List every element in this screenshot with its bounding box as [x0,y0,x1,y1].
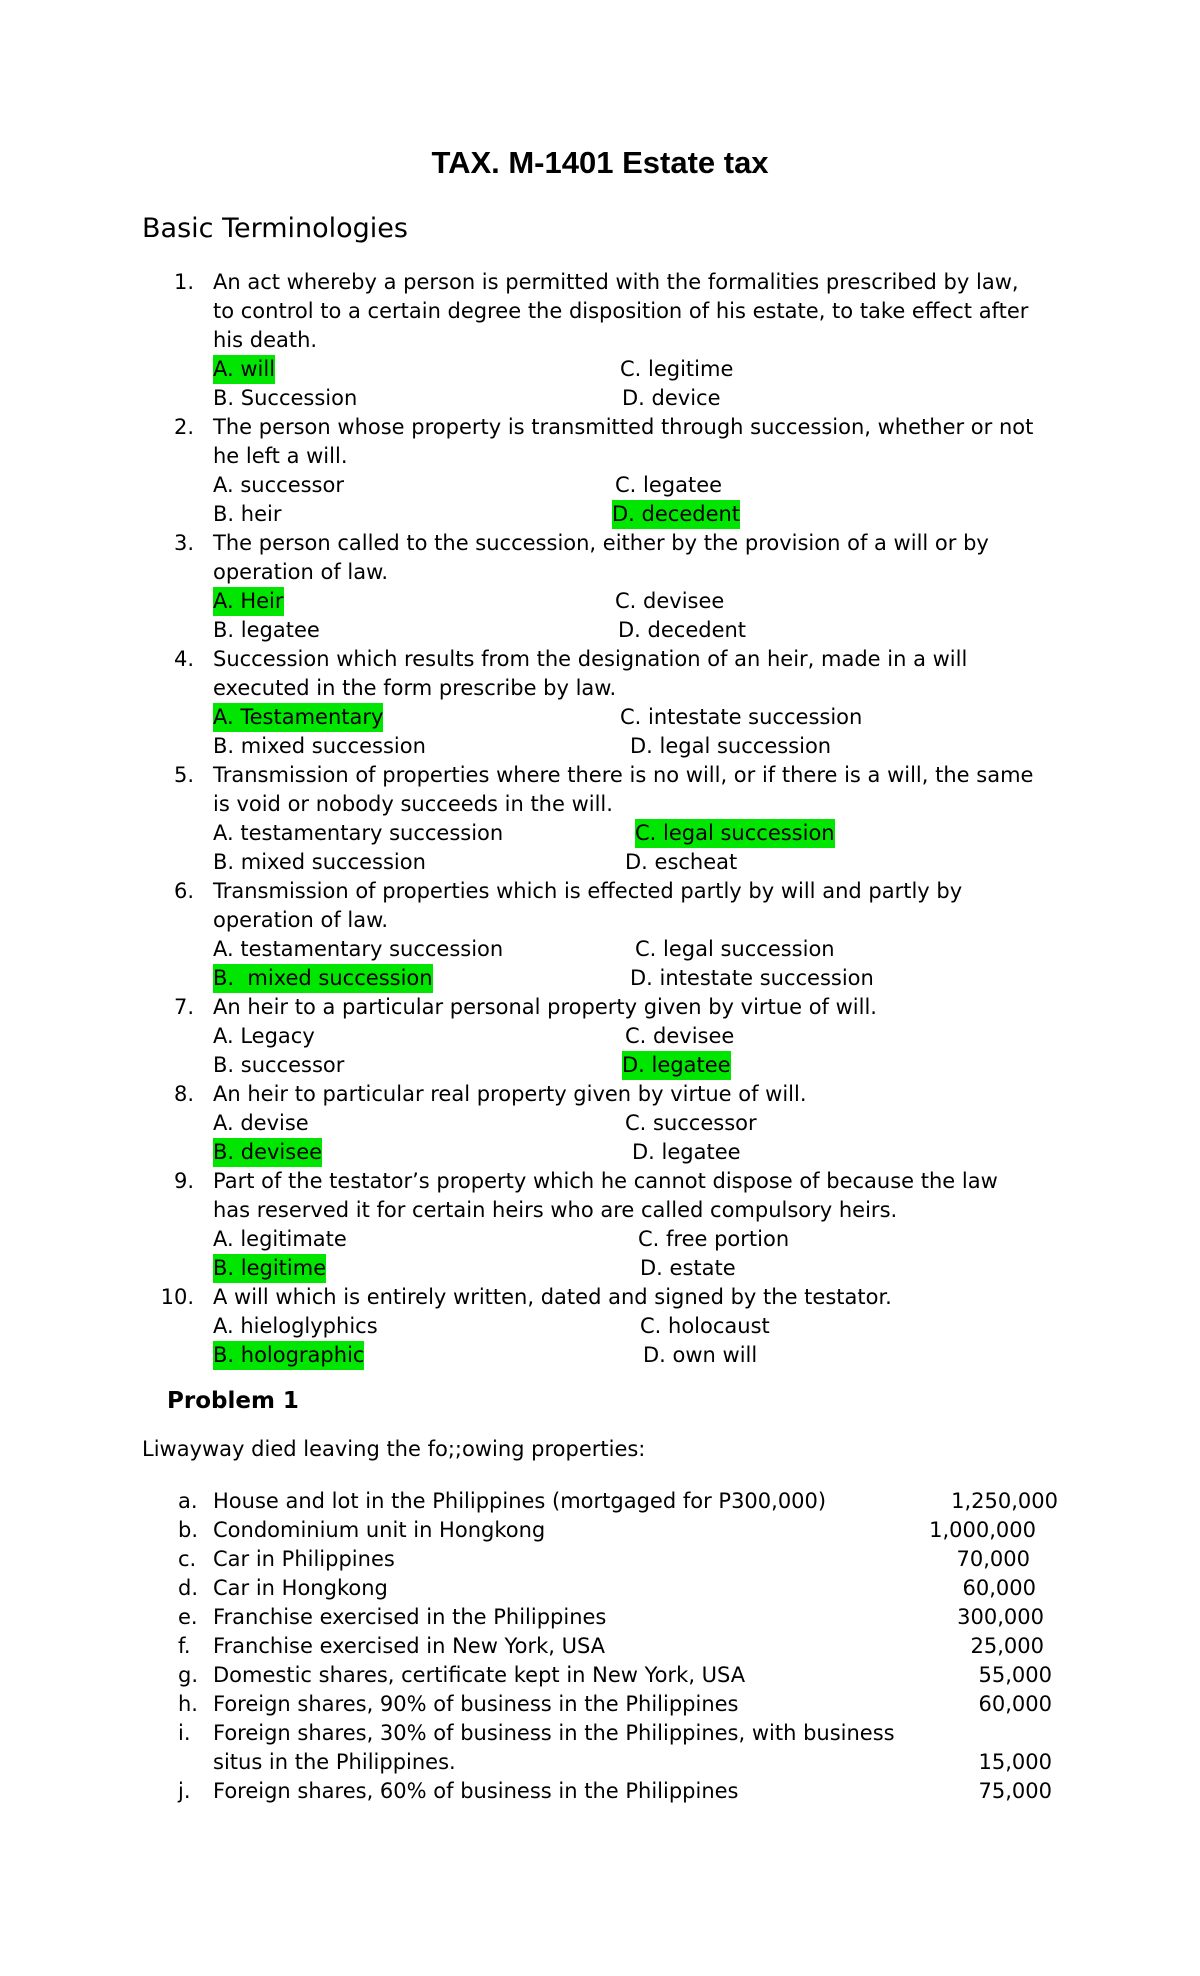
option-row [0,500,1200,529]
property-label: a. [178,1489,198,1513]
answer-option: D. own will [643,1343,758,1367]
property-value: 70,000 [956,1547,1030,1571]
option-row [0,848,1200,877]
property-item [0,1690,1200,1719]
answer-option: A. Heir [213,587,284,616]
question-text: Part of the testator’s property which he cannot dispose of because the law [213,1169,998,1193]
option-row [0,1109,1200,1138]
section-heading: Basic Terminologies [142,213,408,244]
question-text: operation of law. [213,560,389,584]
option-row [0,616,1200,645]
answer-option: B. mixed succession [213,734,426,758]
option-row [0,964,1200,993]
answer-option: C. holocaust [640,1314,770,1338]
answer-option: A. devise [213,1111,309,1135]
answer-option: A. Legacy [213,1024,315,1048]
option-row [0,1341,1200,1370]
answer-option: D. decedent [618,618,747,642]
question-text: he left a will. [213,444,348,468]
property-value: 300,000 [957,1605,1044,1629]
option-row [0,732,1200,761]
answer-option: B. legatee [213,618,320,642]
answer-option: C. legatee [615,473,723,497]
property-item [0,1487,1200,1516]
property-description: Foreign shares, 30% of business in the Philippines, with business [213,1721,895,1745]
option-row [0,355,1200,384]
property-item [0,1545,1200,1574]
answer-option: D. legatee [632,1140,741,1164]
answer-option: C. free portion [638,1227,790,1251]
property-label: d. [178,1576,199,1600]
property-description: Franchise exercised in the Philippines [213,1605,607,1629]
property-value: 1,000,000 [929,1518,1036,1542]
option-row [0,1022,1200,1051]
question-item [0,645,1200,761]
document-title: TAX. M-1401 Estate tax [431,145,769,180]
option-row [0,703,1200,732]
property-label: f. [178,1634,191,1658]
property-description: Car in Philippines [213,1547,395,1571]
question-item [0,761,1200,877]
answer-option: C. intestate succession [620,705,863,729]
question-text: to control to a certain degree the disposition of his estate, to take effect after [213,299,1029,323]
question-item [0,1167,1200,1283]
property-label: h. [178,1692,198,1716]
answer-option: D. legatee [622,1051,731,1080]
problem-intro: Liwayway died leaving the fo;;owing properties: [142,1437,646,1461]
property-value: 60,000 [978,1692,1052,1716]
problem-title: Problem 1 [167,1388,299,1414]
option-row [0,1312,1200,1341]
question-number: 2. [173,415,194,439]
answer-option: A. will [213,355,275,384]
property-list [0,1487,1200,1806]
question-item [0,993,1200,1080]
property-value: 75,000 [978,1779,1052,1803]
answer-option: B. devisee [213,1138,322,1167]
question-text: A will which is entirely written, dated and signed by the testator. [213,1285,892,1309]
answer-option: B. holographic [213,1341,364,1370]
question-item [0,268,1200,413]
answer-option: D. estate [640,1256,736,1280]
answer-option: B. legitime [213,1254,326,1283]
answer-option: C. devisee [625,1024,735,1048]
answer-option: C. devisee [615,589,725,613]
answer-option: B. successor [213,1053,345,1077]
property-description: Franchise exercised in New York, USA [213,1634,606,1658]
property-label: i. [178,1721,191,1745]
question-item [0,529,1200,645]
property-label: j. [178,1779,191,1803]
property-label: c. [178,1547,197,1571]
property-description: Foreign shares, 60% of business in the Philippines [213,1779,739,1803]
answer-option: D. decedent [612,500,740,529]
question-text: Transmission of properties where there is no will, or if there is a will, the same [213,763,1034,787]
answer-option: C. legal succession [635,937,835,961]
option-row [0,1254,1200,1283]
answer-option: D. escheat [625,850,738,874]
question-item [0,1080,1200,1167]
question-number: 7. [173,995,194,1019]
question-item [0,877,1200,993]
property-value: 1,250,000 [951,1489,1058,1513]
question-item [0,1283,1200,1370]
answer-option: A. testamentary succession [213,937,504,961]
answer-option: A. successor [213,473,344,497]
question-number: 6. [173,879,194,903]
question-number: 1. [173,270,194,294]
question-number: 5. [173,763,194,787]
question-text: Succession which results from the designation of an heir, made in a will [213,647,968,671]
option-row [0,384,1200,413]
option-row [0,1225,1200,1254]
question-text: his death. [213,328,318,352]
question-text: operation of law. [213,908,389,932]
question-item [0,413,1200,529]
answer-option: D. device [622,386,721,410]
answer-option: C. legal succession [635,819,835,848]
answer-option: D. legal succession [630,734,832,758]
property-description: Foreign shares, 90% of business in the Philippines [213,1692,739,1716]
answer-option: A. legitimate [213,1227,347,1251]
question-list [0,268,1200,1370]
property-value: 60,000 [962,1576,1036,1600]
property-description: House and lot in the Philippines (mortgaged for P300,000) [213,1489,827,1513]
answer-option: A. testamentary succession [213,821,504,845]
property-item [0,1748,1200,1777]
question-text: An act whereby a person is permitted with the formalities prescribed by law, [213,270,1019,294]
answer-option: C. successor [625,1111,757,1135]
question-text: Transmission of properties which is effected partly by will and partly by [213,879,963,903]
option-row [0,819,1200,848]
property-label: b. [178,1518,199,1542]
question-number: 3. [173,531,194,555]
question-text: has reserved it for certain heirs who are called compulsory heirs. [213,1198,898,1222]
answer-option: C. legitime [620,357,734,381]
question-number: 4. [173,647,194,671]
property-item [0,1516,1200,1545]
question-text: The person called to the succession, either by the provision of a will or by [213,531,989,555]
property-label: e. [178,1605,198,1629]
property-item [0,1574,1200,1603]
property-value: 25,000 [970,1634,1044,1658]
option-row [0,587,1200,616]
option-row [0,1051,1200,1080]
property-description: Car in Hongkong [213,1576,388,1600]
question-number: 10. [160,1285,194,1309]
property-description: situs in the Philippines. [213,1750,456,1774]
property-item [0,1632,1200,1661]
option-row [0,471,1200,500]
option-row [0,1138,1200,1167]
question-text: is void or nobody succeeds in the will. [213,792,613,816]
answer-option: B. heir [213,502,282,526]
property-description: Condominium unit in Hongkong [213,1518,546,1542]
property-item [0,1661,1200,1690]
property-value: 55,000 [978,1663,1052,1687]
answer-option: B. mixed succession [213,964,433,993]
option-row [0,935,1200,964]
property-item [0,1719,1200,1748]
answer-option: D. intestate succession [630,966,874,990]
property-item [0,1777,1200,1806]
answer-option: B. Succession [213,386,358,410]
question-text: An heir to a particular personal property given by virtue of will. [213,995,877,1019]
property-value: 15,000 [978,1750,1052,1774]
answer-option: A. Testamentary [213,703,383,732]
property-description: Domestic shares, certificate kept in New York, USA [213,1663,746,1687]
answer-option: A. hieloglyphics [213,1314,378,1338]
answer-option: B. mixed succession [213,850,426,874]
question-number: 8. [173,1082,194,1106]
question-text: executed in the form prescribe by law. [213,676,617,700]
question-text: An heir to particular real property given by virtue of will. [213,1082,807,1106]
question-text: The person whose property is transmitted through succession, whether or not [213,415,1034,439]
property-label: g. [178,1663,199,1687]
property-item [0,1603,1200,1632]
question-number: 9. [173,1169,194,1193]
